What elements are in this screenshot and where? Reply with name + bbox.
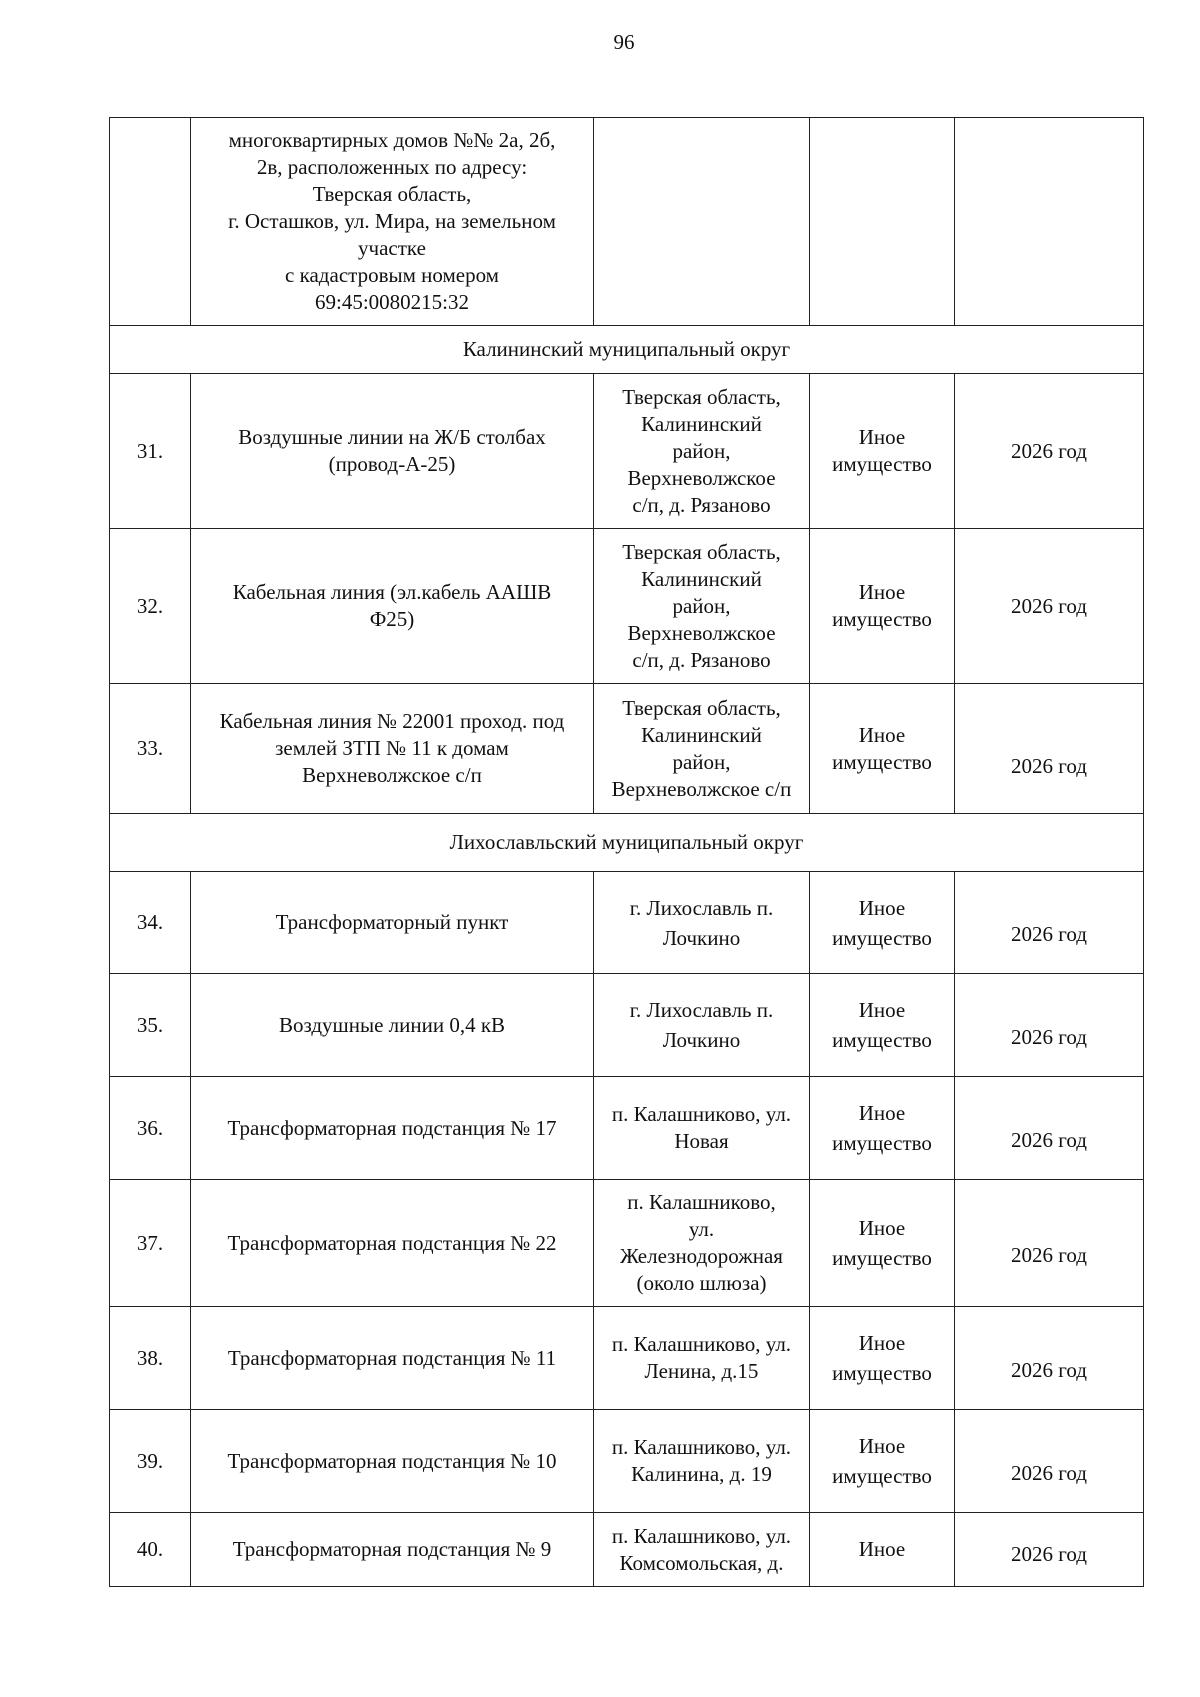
- row-number-cell: [110, 118, 191, 326]
- property-kind: Иное имущество: [810, 684, 955, 814]
- property-kind: Иное имущество: [810, 1307, 955, 1410]
- object-name: Кабельная линия № 22001 проход. под землей ЗТП № 11 к домам Верхневолжское с/п: [191, 684, 594, 814]
- object-address: п. Калашниково, ул. Калинина, д. 19: [594, 1410, 810, 1513]
- object-name: Трансформаторный пункт: [191, 872, 594, 974]
- object-address: Тверская область, Калининский район, Верхневолжское с/п, д. Рязаново: [594, 529, 810, 684]
- page-number: 96: [613, 30, 635, 54]
- object-address: п. Калашниково, ул. Железнодорожная (около шлюза): [594, 1180, 810, 1307]
- table-row: [110, 1410, 1144, 1513]
- object-name: Кабельная линия (эл.кабель ААШВ Ф25): [191, 529, 594, 684]
- row-number: 33.: [110, 684, 191, 814]
- property-kind: Иное имущество: [810, 872, 955, 974]
- object-name-cell: многоквартирных домов №№ 2а, 2б, 2в, расположенных по адресу: Тверская область, г. Осташков, ул. Мира, на земельном участке с кадастровым номером 69:45:0080215:32: [191, 118, 594, 326]
- table-row: [110, 1307, 1144, 1410]
- table-row: [110, 1513, 1144, 1587]
- row-number: 40.: [110, 1513, 191, 1587]
- year: 2026 год: [955, 1077, 1144, 1180]
- year: 2026 год: [955, 872, 1144, 974]
- property-registry-table: [109, 117, 1144, 1587]
- year: 2026 год: [955, 1410, 1144, 1513]
- year: 2026 год: [955, 529, 1144, 684]
- year: 2026 год: [955, 684, 1144, 814]
- row-number: 32.: [110, 529, 191, 684]
- year: 2026 год: [955, 974, 1144, 1077]
- object-address: г. Лихославль п. Лочкино: [594, 974, 810, 1077]
- row-number: 38.: [110, 1307, 191, 1410]
- property-kind: Иное имущество: [810, 529, 955, 684]
- table-row: [110, 1077, 1144, 1180]
- object-address: г. Лихославль п. Лочкино: [594, 872, 810, 974]
- year: 2026 год: [955, 1513, 1144, 1587]
- object-name: Трансформаторная подстанция № 17: [191, 1077, 594, 1180]
- table-row: [110, 974, 1144, 1077]
- object-address: п. Калашниково, ул. Ленина, д.15: [594, 1307, 810, 1410]
- property-kind: Иное: [810, 1513, 955, 1587]
- object-address: п. Калашниково, ул. Комсомольская, д.: [594, 1513, 810, 1587]
- object-name: Трансформаторная подстанция № 9: [191, 1513, 594, 1587]
- table-row: [110, 1180, 1144, 1307]
- property-kind-cell: [810, 118, 955, 326]
- section-header-row: [110, 326, 1144, 374]
- table-row: [110, 872, 1144, 974]
- row-number: 37.: [110, 1180, 191, 1307]
- section-title: Калининский муниципальный округ: [110, 326, 1144, 374]
- object-name: Трансформаторная подстанция № 11: [191, 1307, 594, 1410]
- property-kind: Иное имущество: [810, 374, 955, 529]
- row-number: 36.: [110, 1077, 191, 1180]
- address-cell: [594, 118, 810, 326]
- row-number: 35.: [110, 974, 191, 1077]
- property-kind: Иное имущество: [810, 1410, 955, 1513]
- section-title: Лихославльский муниципальный округ: [110, 814, 1144, 872]
- row-number: 39.: [110, 1410, 191, 1513]
- object-name: Трансформаторная подстанция № 22: [191, 1180, 594, 1307]
- property-kind: Иное имущество: [810, 1077, 955, 1180]
- row-number: 34.: [110, 872, 191, 974]
- row-number: 31.: [110, 374, 191, 529]
- object-name: Воздушные линии 0,4 кВ: [191, 974, 594, 1077]
- object-address: Тверская область, Калининский район, Верхневолжское с/п: [594, 684, 810, 814]
- property-kind: Иное имущество: [810, 1180, 955, 1307]
- table-row: [110, 374, 1144, 529]
- year: 2026 год: [955, 1307, 1144, 1410]
- table-row: [110, 529, 1144, 684]
- year-cell: [955, 118, 1144, 326]
- object-name: Трансформаторная подстанция № 10: [191, 1410, 594, 1513]
- property-kind: Иное имущество: [810, 974, 955, 1077]
- table-row: [110, 684, 1144, 814]
- object-address: п. Калашниково, ул. Новая: [594, 1077, 810, 1180]
- table-row-continued: [110, 118, 1144, 326]
- year: 2026 год: [955, 374, 1144, 529]
- section-header-row: [110, 814, 1144, 872]
- year: 2026 год: [955, 1180, 1144, 1307]
- object-address: Тверская область, Калининский район, Верхневолжское с/п, д. Рязаново: [594, 374, 810, 529]
- object-name: Воздушные линии на Ж/Б столбах (провод-А-25): [191, 374, 594, 529]
